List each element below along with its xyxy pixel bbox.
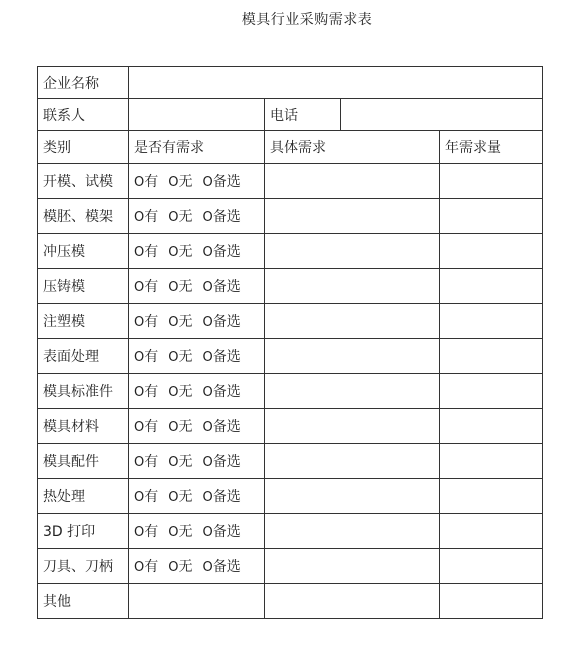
need-option-label: 有: [144, 209, 159, 225]
need-option-label: 备选: [212, 209, 241, 225]
need-option-label: 备选: [212, 559, 241, 575]
need-option-label: 无: [178, 209, 193, 225]
need-option-label: 有: [144, 489, 159, 505]
need-option-radio[interactable]: [202, 241, 240, 261]
category-row: [38, 164, 543, 199]
radio-circle-icon: O: [134, 385, 145, 400]
detail-field[interactable]: [265, 374, 440, 409]
need-option-label: 有: [144, 384, 159, 400]
header-need: 是否有需求: [129, 131, 265, 164]
radio-circle-icon: O: [168, 280, 179, 295]
other-row: [38, 584, 543, 619]
need-option-label: 无: [178, 244, 193, 260]
need-option-radio[interactable]: [168, 416, 192, 436]
contact-label: 联系人: [38, 99, 129, 131]
need-options: [129, 339, 265, 374]
category-label: 热处理: [38, 479, 129, 514]
category-label: 开模、试模: [38, 164, 129, 199]
need-option-radio[interactable]: [168, 241, 192, 261]
category-label: 刀具、刀柄: [38, 549, 129, 584]
radio-circle-icon: O: [168, 315, 179, 330]
category-row: [38, 549, 543, 584]
category-row: [38, 444, 543, 479]
need-options: [129, 444, 265, 479]
radio-circle-icon: O: [134, 350, 145, 365]
need-option-radio[interactable]: [168, 556, 192, 576]
need-option-radio[interactable]: [168, 486, 192, 506]
detail-field[interactable]: [265, 304, 440, 339]
category-row: [38, 374, 543, 409]
need-option-radio[interactable]: [168, 311, 192, 331]
detail-field[interactable]: [265, 234, 440, 269]
need-option-radio[interactable]: [202, 556, 240, 576]
need-option-label: 有: [144, 279, 159, 295]
need-option-label: 备选: [212, 244, 241, 260]
need-option-label: 备选: [212, 279, 241, 295]
need-option-radio[interactable]: [202, 276, 240, 296]
category-label: 模具材料: [38, 409, 129, 444]
radio-circle-icon: O: [168, 455, 179, 470]
need-option-radio[interactable]: [168, 206, 192, 226]
need-options: [129, 549, 265, 584]
category-row: [38, 199, 543, 234]
radio-circle-icon: O: [168, 210, 179, 225]
radio-circle-icon: O: [134, 455, 145, 470]
radio-circle-icon: O: [168, 420, 179, 435]
other-detail-field[interactable]: [265, 584, 440, 619]
category-label: 模具配件: [38, 444, 129, 479]
radio-circle-icon: O: [202, 525, 213, 540]
need-option-radio[interactable]: [134, 311, 158, 331]
need-option-radio[interactable]: [134, 451, 158, 471]
other-need-field[interactable]: [129, 584, 265, 619]
need-option-radio[interactable]: [168, 276, 192, 296]
need-option-label: 备选: [212, 174, 241, 190]
need-option-label: 无: [178, 489, 193, 505]
annual-quantity-field[interactable]: [440, 409, 543, 444]
contact-row: [38, 99, 543, 131]
annual-quantity-field[interactable]: [440, 269, 543, 304]
need-option-label: 有: [144, 244, 159, 260]
other-label: 其他: [38, 584, 129, 619]
need-option-label: 无: [178, 314, 193, 330]
phone-label: 电话: [265, 99, 341, 131]
need-option-radio[interactable]: [168, 346, 192, 366]
need-option-label: 无: [178, 384, 193, 400]
need-option-radio[interactable]: [168, 171, 192, 191]
radio-circle-icon: O: [134, 280, 145, 295]
category-label: 3D 打印: [38, 514, 129, 549]
header-row: [38, 131, 543, 164]
need-option-label: 备选: [212, 524, 241, 540]
need-options: [129, 304, 265, 339]
need-option-radio[interactable]: [202, 206, 240, 226]
annual-quantity-field[interactable]: [440, 234, 543, 269]
need-options: [129, 234, 265, 269]
radio-circle-icon: O: [202, 350, 213, 365]
need-option-radio[interactable]: [168, 381, 192, 401]
company-name-field[interactable]: [129, 67, 543, 99]
annual-quantity-field[interactable]: [440, 164, 543, 199]
need-option-radio[interactable]: [202, 451, 240, 471]
need-option-radio[interactable]: [134, 206, 158, 226]
need-option-radio[interactable]: [202, 416, 240, 436]
radio-circle-icon: O: [202, 385, 213, 400]
need-option-radio[interactable]: [134, 556, 158, 576]
need-option-label: 备选: [212, 489, 241, 505]
detail-field[interactable]: [265, 199, 440, 234]
need-option-label: 备选: [212, 349, 241, 365]
radio-circle-icon: O: [202, 280, 213, 295]
radio-circle-icon: O: [168, 525, 179, 540]
need-option-label: 有: [144, 454, 159, 470]
company-label: 企业名称: [38, 67, 129, 99]
need-option-label: 有: [144, 559, 159, 575]
other-annual-field[interactable]: [440, 584, 543, 619]
need-option-radio[interactable]: [202, 381, 240, 401]
category-label: 压铸模: [38, 269, 129, 304]
annual-quantity-field[interactable]: [440, 444, 543, 479]
need-option-label: 有: [144, 174, 159, 190]
procurement-form-table: [37, 66, 543, 619]
radio-circle-icon: O: [202, 490, 213, 505]
radio-circle-icon: O: [134, 315, 145, 330]
need-option-label: 备选: [212, 419, 241, 435]
need-option-radio[interactable]: [202, 311, 240, 331]
radio-circle-icon: O: [134, 525, 145, 540]
category-label: 模胚、模架: [38, 199, 129, 234]
radio-circle-icon: O: [134, 245, 145, 260]
annual-quantity-field[interactable]: [440, 374, 543, 409]
annual-quantity-field[interactable]: [440, 304, 543, 339]
need-option-label: 无: [178, 174, 193, 190]
need-option-label: 有: [144, 349, 159, 365]
category-row: [38, 339, 543, 374]
annual-quantity-field[interactable]: [440, 199, 543, 234]
need-options: [129, 479, 265, 514]
radio-circle-icon: O: [168, 490, 179, 505]
radio-circle-icon: O: [202, 315, 213, 330]
detail-field[interactable]: [265, 514, 440, 549]
radio-circle-icon: O: [168, 245, 179, 260]
radio-circle-icon: O: [202, 420, 213, 435]
need-options: [129, 199, 265, 234]
category-row: [38, 479, 543, 514]
radio-circle-icon: O: [202, 245, 213, 260]
need-option-radio[interactable]: [202, 486, 240, 506]
need-option-label: 无: [178, 349, 193, 365]
need-option-radio[interactable]: [134, 346, 158, 366]
detail-field[interactable]: [265, 479, 440, 514]
need-options: [129, 374, 265, 409]
detail-field[interactable]: [265, 269, 440, 304]
need-option-label: 有: [144, 524, 159, 540]
company-row: [38, 67, 543, 99]
detail-field[interactable]: [265, 339, 440, 374]
radio-circle-icon: O: [134, 210, 145, 225]
category-label: 模具标准件: [38, 374, 129, 409]
need-options: [129, 514, 265, 549]
header-annual: 年需求量: [440, 131, 543, 164]
radio-circle-icon: O: [168, 350, 179, 365]
need-options: [129, 269, 265, 304]
radio-circle-icon: O: [202, 560, 213, 575]
detail-field[interactable]: [265, 444, 440, 479]
contact-field[interactable]: [129, 99, 265, 131]
annual-quantity-field[interactable]: [440, 339, 543, 374]
category-row: [38, 304, 543, 339]
radio-circle-icon: O: [134, 175, 145, 190]
need-option-radio[interactable]: [134, 171, 158, 191]
detail-field[interactable]: [265, 549, 440, 584]
need-option-radio[interactable]: [202, 171, 240, 191]
category-row: [38, 269, 543, 304]
need-option-radio[interactable]: [134, 276, 158, 296]
category-label: 注塑模: [38, 304, 129, 339]
detail-field[interactable]: [265, 409, 440, 444]
category-row: [38, 514, 543, 549]
category-row: [38, 234, 543, 269]
category-label: 冲压模: [38, 234, 129, 269]
need-option-label: 无: [178, 559, 193, 575]
radio-circle-icon: O: [202, 455, 213, 470]
category-label: 表面处理: [38, 339, 129, 374]
need-option-label: 无: [178, 279, 193, 295]
need-option-label: 无: [178, 454, 193, 470]
need-option-radio[interactable]: [134, 381, 158, 401]
radio-circle-icon: O: [168, 560, 179, 575]
need-option-radio[interactable]: [134, 521, 158, 541]
need-option-radio[interactable]: [134, 416, 158, 436]
need-option-radio[interactable]: [134, 486, 158, 506]
need-option-label: 无: [178, 419, 193, 435]
need-option-label: 备选: [212, 384, 241, 400]
annual-quantity-field[interactable]: [440, 514, 543, 549]
detail-field[interactable]: [265, 164, 440, 199]
annual-quantity-field[interactable]: [440, 479, 543, 514]
need-option-label: 备选: [212, 454, 241, 470]
need-options: [129, 409, 265, 444]
radio-circle-icon: O: [134, 560, 145, 575]
need-option-label: 有: [144, 314, 159, 330]
radio-circle-icon: O: [168, 385, 179, 400]
need-option-label: 无: [178, 524, 193, 540]
category-row: [38, 409, 543, 444]
need-option-radio[interactable]: [202, 346, 240, 366]
need-option-label: 备选: [212, 314, 241, 330]
phone-field[interactable]: [341, 99, 543, 131]
need-option-radio[interactable]: [168, 521, 192, 541]
radio-circle-icon: O: [134, 490, 145, 505]
form-title: 模具行业采购需求表: [241, 12, 373, 28]
need-option-radio[interactable]: [168, 451, 192, 471]
radio-circle-icon: O: [202, 210, 213, 225]
header-category: 类别: [38, 131, 129, 164]
need-option-radio[interactable]: [202, 521, 240, 541]
radio-circle-icon: O: [134, 420, 145, 435]
need-option-label: 有: [144, 419, 159, 435]
radio-circle-icon: O: [168, 175, 179, 190]
radio-circle-icon: O: [202, 175, 213, 190]
need-option-radio[interactable]: [134, 241, 158, 261]
header-detail: 具体需求: [265, 131, 440, 164]
annual-quantity-field[interactable]: [440, 549, 543, 584]
need-options: [129, 164, 265, 199]
